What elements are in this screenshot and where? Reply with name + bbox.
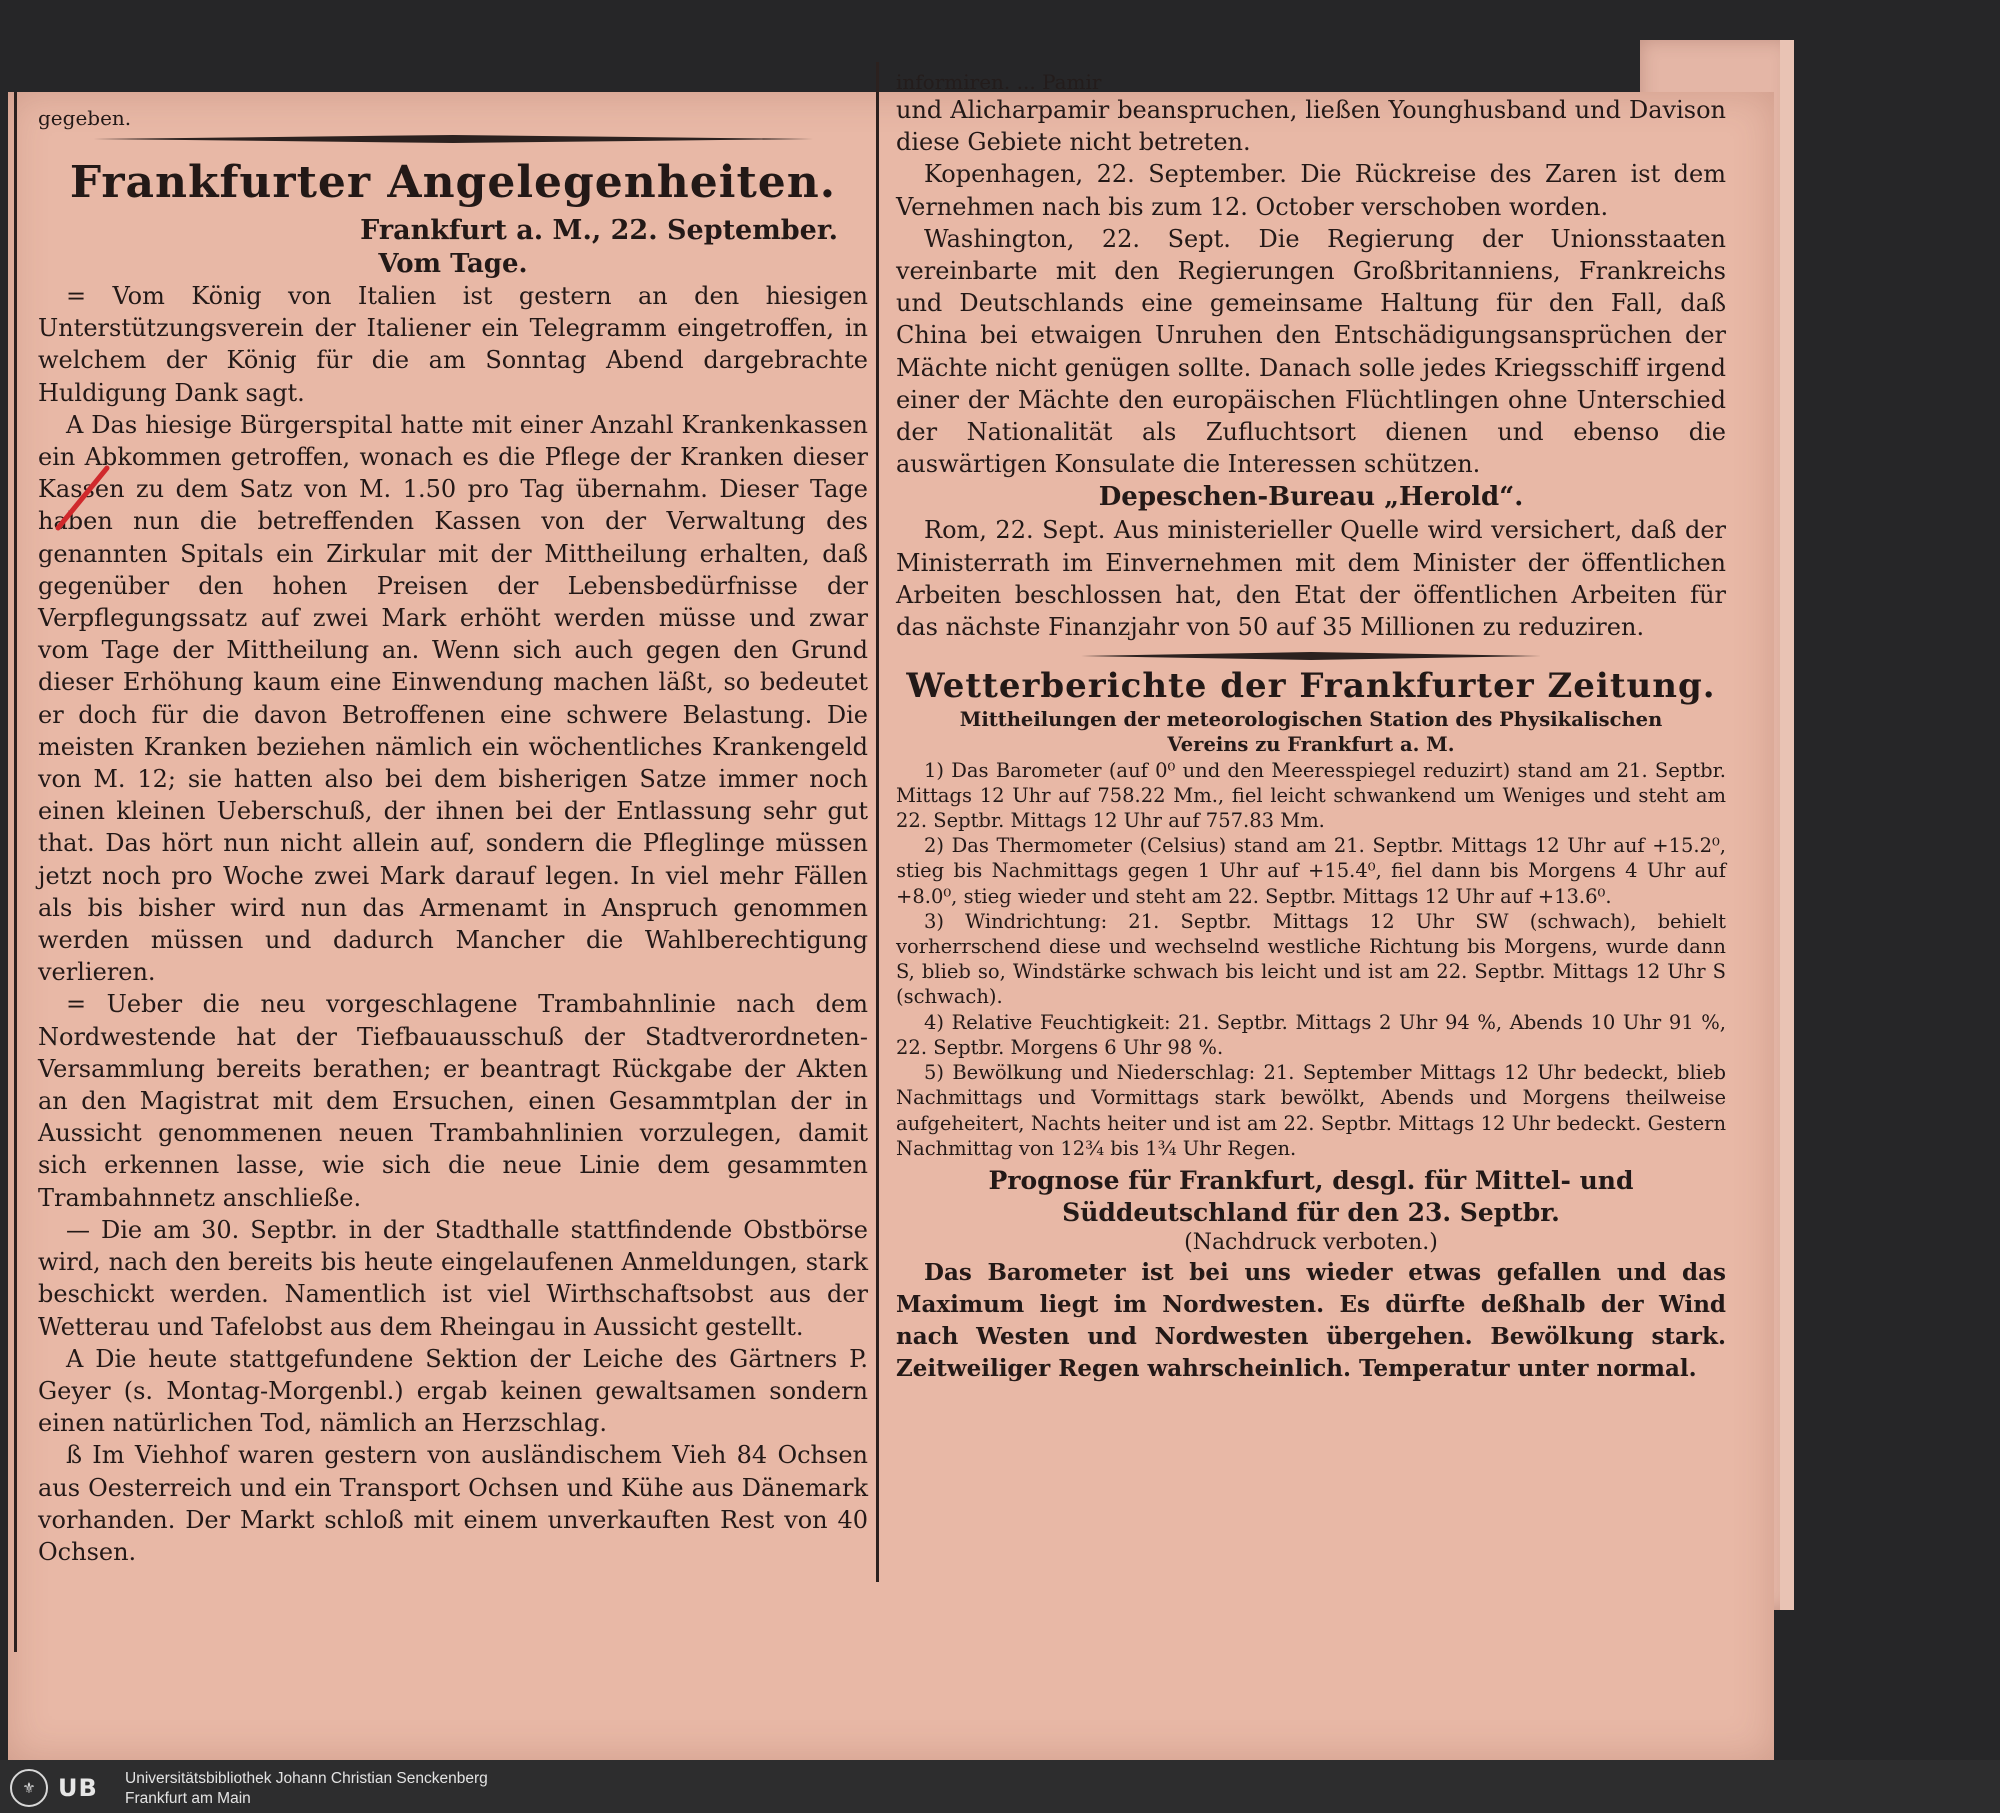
ornament-rule — [896, 649, 1726, 663]
weather-item: 4) Relative Feuchtigkeit: 21. Septbr. Mittags 2 Uhr 94 %, Abends 10 Uhr 91 %, 22. Septbr. Morgens 6 Uhr 98 %. — [896, 1010, 1726, 1059]
subheading: Vom Tage. — [378, 249, 528, 279]
left-top-fragment: gegeben. — [38, 106, 132, 130]
library-footer — [0, 1760, 2000, 1813]
right-column — [896, 70, 1726, 1385]
institution-line: Universitätsbibliothek Johann Christian Senckenberg — [125, 1770, 488, 1787]
article-paragraph: ß Im Viehhof waren gestern von ausländischem Vieh 84 Ochsen aus Oesterreich und ein Transport Ochsen und Kühe aus Dänemark vorhanden. Der Markt schloß mit einem unverkauften Rest von 40 Ochsen. — [38, 1441, 868, 1566]
article-paragraph: Kopenhagen, 22. September. Die Rückreise des Zaren ist dem Vernehmen nach bis zum 12. October verschoben worden. — [896, 160, 1726, 221]
logo-text: UB — [58, 1774, 98, 1802]
red-pencil-mark — [52, 464, 112, 534]
right-top-fragment: informiren. ... Pamir — [896, 70, 1102, 94]
weather-item: 5) Bewölkung und Niederschlag: 21. September Mittags 12 Uhr bedeckt, blieb Nachmittags und Vormittags stark bewölkt, Abends und Morgens theilweise aufgeheitert, Nachts heiter und ist am 22. Septbr. Mittags 12 Uhr bedeckt. Gestern Nachmittag von 12¾ bis 1¾ Uhr Regen. — [896, 1061, 1726, 1160]
prognosis-text: Das Barometer ist bei uns wieder etwas gefallen und das Maximum liegt im Nordwesten. Es dürfte deßhalb der Wind nach Westen und Nordwesten übergehen. Bewölkung stark. Zeitweiliger Regen wahrscheinlich. Temperatur unter normal. — [896, 1258, 1726, 1382]
weather-subheading: Mittheilungen der meteorologischen Station des Physikalischen Vereins zu Frankfurt a. M. — [959, 708, 1663, 757]
bureau-heading: Depeschen-Bureau „Herold“. — [1098, 482, 1524, 513]
article-paragraph: Rom, 22. Sept. Aus ministerieller Quelle wird versichert, daß der Ministerrath im Einvernehmen mit dem Minister der öffentlichen Arbeiten beschlossen hat, den Etat der öffentlichen Arbeiten für das nächste Finanzjahr von 50 auf 35 Millionen zu reduziren. — [896, 516, 1726, 642]
weather-item: 3) Windrichtung: 21. Septbr. Mittags 12 Uhr SW (schwach), behielt vorherrschend diese und wechselnd westliche Richtung bis Morgens, wurde dann S, blieb so, Windstärke schwach bis leicht und ist am 22. Septbr. Mittags 12 Uhr S (schwach). — [896, 909, 1726, 1009]
ornament-rule — [38, 132, 868, 146]
section-heading: Frankfurter Angelegenheiten. — [69, 157, 837, 208]
left-border-rule — [14, 92, 17, 1652]
column-divider-rule — [876, 62, 879, 1582]
dateline: Frankfurt a. M., 22. September. — [360, 215, 838, 246]
article-paragraph: Washington, 22. Sept. Die Regierung der Unionsstaaten vereinbarte mit den Regierungen Großbritanniens, Frankreichs und Deutschlands eine gemeinsame Haltung für den Fall, daß China bei etwaigen Unruhen den Entschädigungsansprüchen der Mächte nicht genügen sollte. Danach solle jedes Kriegsschiff irgend einer der Mächte den europäischen Flüchtlingen ohne Unterschied der Nationalität als Zufluchtsort dienen und ebenso die auswärtigen Konsulate die Interessen schützen. — [896, 224, 1726, 479]
newspaper-clipping — [8, 70, 1774, 1760]
left-column — [38, 106, 868, 1568]
prognosis-note: (Nachdruck verboten.) — [1184, 1229, 1438, 1255]
weather-heading: Wetterberichte der Frankfurter Zeitung. — [906, 666, 1716, 707]
library-logo — [10, 1770, 110, 1806]
article-paragraph: A Die heute stattgefundene Sektion der Leiche des Gärtners P. Geyer (s. Montag-Morgenbl.) ergab keinen gewaltsamen sondern einen natürlichen Tod, nämlich an Herzschlag. — [38, 1344, 868, 1438]
article-paragraph: und Alicharpamir beanspruchen, ließen Younghusband und Davison diese Gebiete nicht betreten. — [896, 96, 1726, 157]
clipping-back-edge — [1780, 40, 1794, 1610]
article-paragraph: — Die am 30. Septbr. in der Stadthalle stattfindende Obstbörse wird, nach den bereits bis heute eingelaufenen Anmeldungen, stark beschickt werden. Namentlich ist viel Wirthschaftsobst aus der Wetterau und Tafelobst aus dem Rheingau in Aussicht gestellt. — [38, 1215, 868, 1341]
weather-item: 2) Das Thermometer (Celsius) stand am 21. Septbr. Mittags 12 Uhr auf +15.2⁰, stieg bis Nachmittags gegen 1 Uhr auf +15.4⁰, fiel dann bis Morgens 4 Uhr auf +8.0⁰, stieg wieder und steht am 22. Septbr. Mittags 12 Uhr auf +13.6⁰. — [896, 834, 1726, 908]
prognosis-heading: Prognose für Frankfurt, desgl. für Mittel- und Süddeutschland für den 23. Septbr. — [988, 1165, 1634, 1227]
institution-name — [125, 1769, 488, 1809]
weather-item: 1) Das Barometer (auf 0⁰ und den Meeresspiegel reduzirt) stand am 21. Septbr. Mittags 12 Uhr auf 758.22 Mm., fiel leicht schwankend um Weniges und steht am 22. Septbr. Mittags 12 Uhr auf 757.83 Mm. — [896, 758, 1726, 833]
article-paragraph: = Ueber die neu vorgeschlagene Trambahnlinie nach dem Nordwestende hat der Tiefbauausschuß der Stadtverordneten-Versammlung bereits berathen; er beantragt Rückgabe der Akten an den Magistrat mit dem Ersuchen, einen Gesammtplan der in Aussicht genommenen neuen Trambahnlinien vorzulegen, damit sich erkennen lasse, wie sich die neue Linie dem gesammten Trambahnnetz anschließe. — [38, 990, 868, 1212]
seal-icon: ⚜ — [10, 1769, 48, 1807]
institution-line: Frankfurt am Main — [125, 1790, 251, 1807]
article-paragraph: A Das hiesige Bürgerspital hatte mit einer Anzahl Krankenkassen ein Abkommen getroffen, wonach es die Pflege der Kranken dieser Kassen zu dem Satz von M. 1.50 pro Tag übernahm. Dieser Tage haben nun die betreffenden Kassen von der Verwaltung des genannten Spitals ein Zirkular mit der Mittheilung erhalten, daß gegenüber den hohen Preisen der Lebensbedürfnisse der Verpflegungssatz auf zwei Mark erhöht werden müsse und zwar vom Tage der Mittheilung an. Wenn sich auch gegen den Grund dieser Erhöhung kaum eine Einwendung machen läßt, so bedeutet er doch für die davon Betroffenen eine schwere Belastung. Die meisten Kranken beziehen nämlich ein wöchentliches Krankengeld von M. 12; sie hatten also bei dem bisherigen Satze immer noch einen kleinen Ueberschuß, der ihnen bei der Entlassung sehr gut that. Das hört nun nicht allein auf, sondern die Pfleglinge müssen jetzt noch pro Woche zwei Mark darauf legen. In viel mehr Fällen als bis bisher wird nun das Armenamt in Anspruch genommen werden müssen und dadurch Mancher die Wahlberechtigung verlieren. — [38, 410, 868, 987]
article-paragraph: = Vom König von Italien ist gestern an den hiesigen Unterstützungsverein der Italiener ein Telegramm eingetroffen, in welchem der König für die am Sonntag Abend dargebrachte Huldigung Dank sagt. — [38, 282, 868, 407]
